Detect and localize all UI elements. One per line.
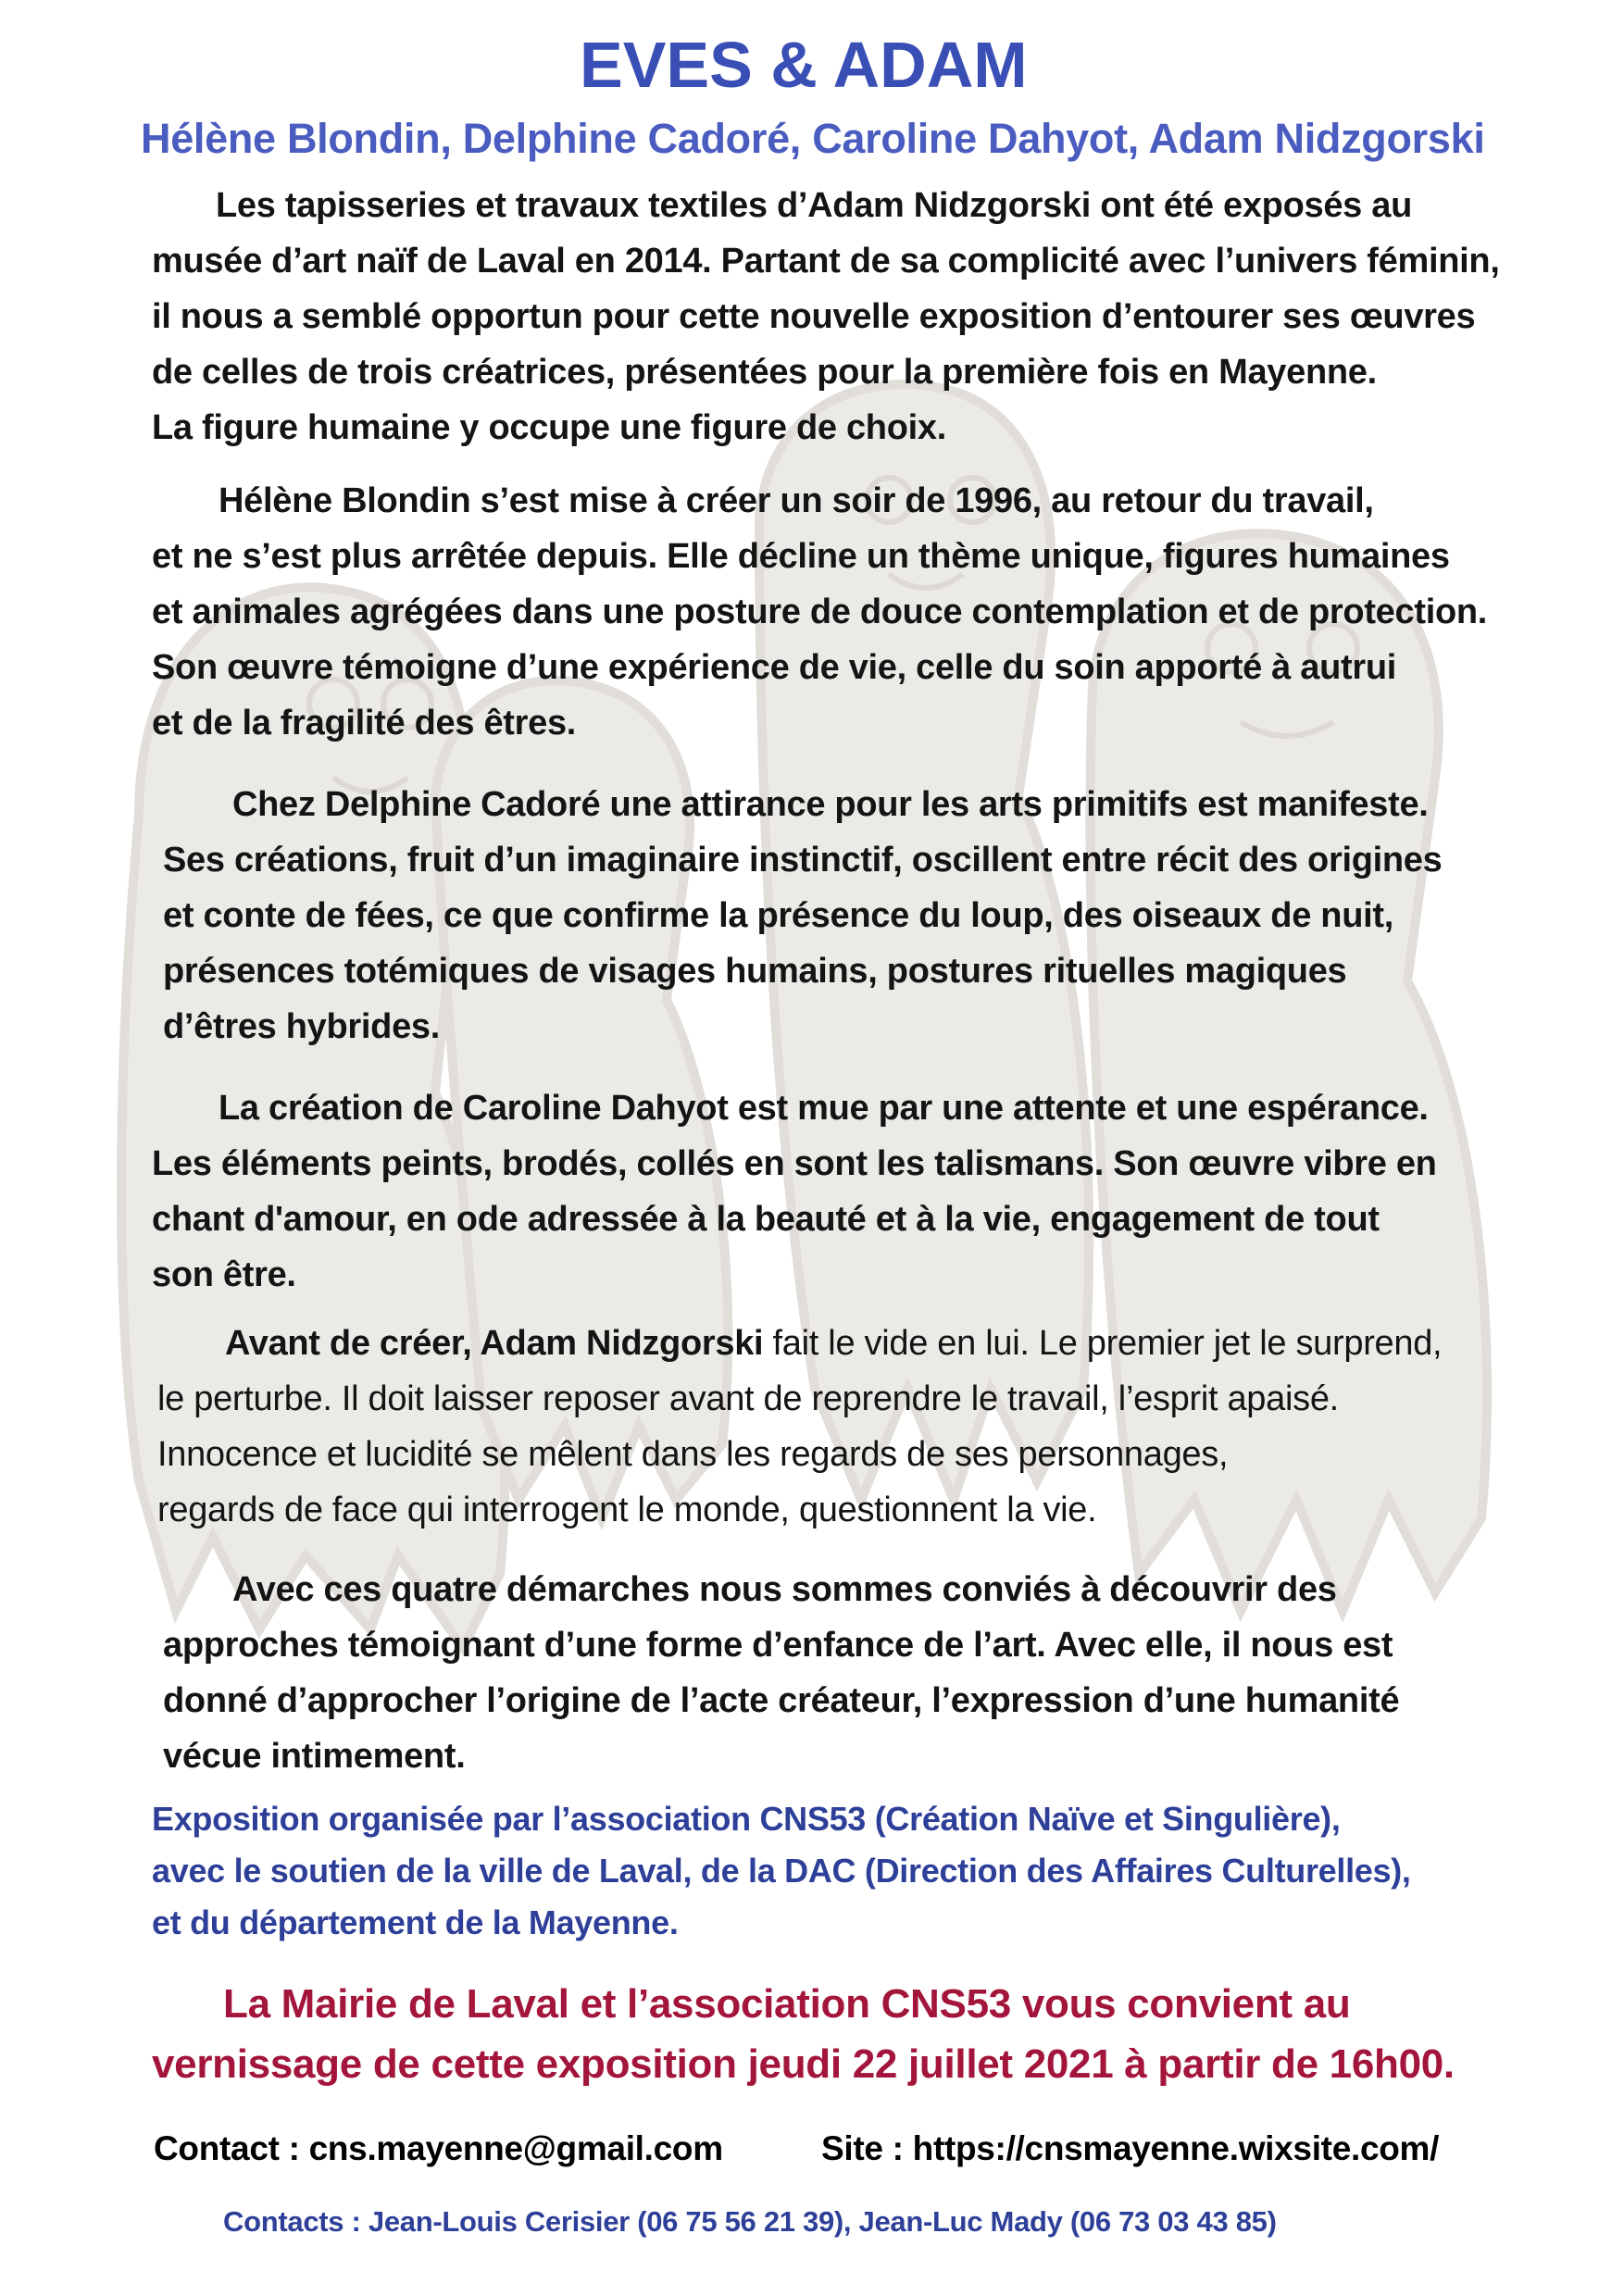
text-line: et ne s’est plus arrêtée depuis. Elle décline un thème unique, figures humaines <box>152 537 1450 576</box>
text-line: son être. <box>152 1255 296 1294</box>
text-line: La Mairie de Laval et l’association CNS53 vous convient au <box>223 1981 1351 2027</box>
text-line: regards de face qui interrogent le monde, questionnent la vie. <box>157 1491 1097 1529</box>
page-title: EVES & ADAM <box>580 29 1028 101</box>
text-line: La figure humaine y occupe une figure de choix. <box>152 408 946 447</box>
artists-subtitle: Hélène Blondin, Delphine Cadoré, Caroline Dahyot, Adam Nidzgorski <box>141 115 1485 162</box>
text-line: vernissage de cette exposition jeudi 22 juillet 2021 à partir de 16h00. <box>152 2041 1455 2087</box>
text-line: présences totémiques de visages humains, postures rituelles magiques <box>163 952 1347 991</box>
text-line: chant d'amour, en ode adressée à la beauté et à la vie, engagement de tout <box>152 1200 1380 1239</box>
text-line: avec le soutien de la ville de Laval, de la DAC (Direction des Affaires Culturelles), <box>152 1852 1411 1890</box>
text-line: Ses créations, fruit d’un imaginaire instinctif, oscillent entre récit des origines <box>163 841 1443 880</box>
text-line: et conte de fées, ce que confirme la présence du loup, des oiseaux de nuit, <box>163 896 1393 935</box>
text-line: Exposition organisée par l’association CNS53 (Création Naïve et Singulière), <box>152 1800 1341 1838</box>
text-line <box>225 1324 1442 1364</box>
text-line: et du département de la Mayenne. <box>152 1903 679 1941</box>
text-line: il nous a semblé opportun pour cette nouvelle exposition d’entourer ses œuvres <box>152 297 1476 336</box>
text-line: Les tapisseries et travaux textiles d’Adam Nidzgorski ont été exposés au <box>216 186 1412 225</box>
text-line: Avec ces quatre démarches nous sommes conviés à découvrir des <box>232 1570 1337 1609</box>
text-line: vécue intimement. <box>163 1737 466 1776</box>
contact-email-link[interactable]: Contact : cns.mayenne@gmail.com <box>154 2129 723 2167</box>
text-line: musée d’art naïf de Laval en 2014. Partant de sa complicité avec l’univers féminin, <box>152 242 1500 281</box>
text-line: Hélène Blondin s’est mise à créer un soir de 1996, au retour du travail, <box>219 481 1374 520</box>
text-line: Innocence et lucidité se mêlent dans les regards de ses personnages, <box>157 1435 1229 1474</box>
text-line: approches témoignant d’une forme d’enfance de l’art. Avec elle, il nous est <box>163 1626 1393 1665</box>
text-line: et animales agrégées dans une posture de douce contemplation et de protection. <box>152 593 1488 631</box>
contact-people: Contacts : Jean-Louis Cerisier (06 75 56 21 39), Jean-Luc Mady (06 73 03 43 85) <box>223 2205 1277 2238</box>
text-line: de celles de trois créatrices, présentées pour la première fois en Mayenne. <box>152 353 1377 392</box>
text-regular: fait le vide en lui. Le premier jet le surprend, <box>763 1324 1443 1363</box>
text-line: le perturbe. Il doit laisser reposer avant de reprendre le travail, l’esprit apaisé. <box>157 1379 1339 1418</box>
text-bold: Avant de créer, Adam Nidzgorski <box>225 1324 764 1363</box>
text-line: Chez Delphine Cadoré une attirance pour les arts primitifs est manifeste. <box>232 785 1429 824</box>
text-line: Les éléments peints, brodés, collés en sont les talismans. Son œuvre vibre en <box>152 1144 1437 1183</box>
text-line: La création de Caroline Dahyot est mue par une attente et une espérance. <box>219 1089 1429 1128</box>
website-link[interactable]: Site : https://cnsmayenne.wixsite.com/ <box>821 2129 1440 2167</box>
text-line: donné d’approcher l’origine de l’acte créateur, l’expression d’une humanité <box>163 1681 1400 1720</box>
text-line: d’êtres hybrides. <box>163 1007 441 1046</box>
text-line: et de la fragilité des êtres. <box>152 704 577 742</box>
text-line: Son œuvre témoigne d’une expérience de vie, celle du soin apporté à autrui <box>152 648 1397 687</box>
